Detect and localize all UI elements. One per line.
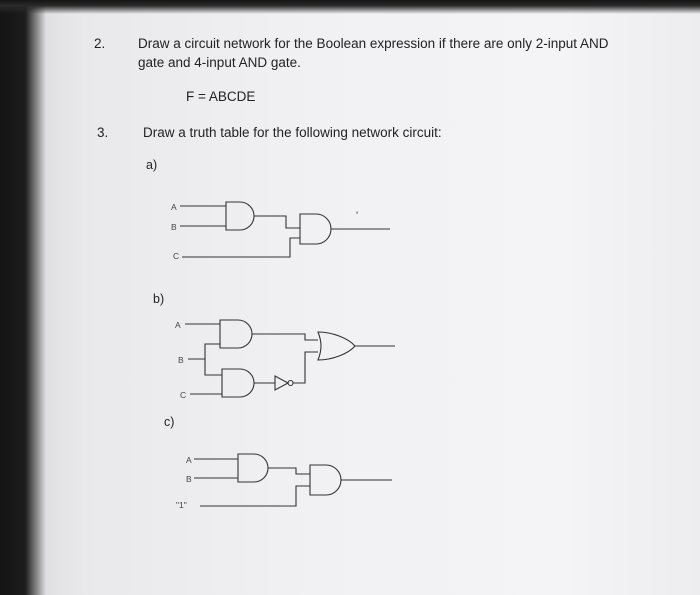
circuit-b-wire-b-top <box>188 344 220 359</box>
circuit-b-and-gate-2 <box>222 369 254 397</box>
circuit-a-mark: ' <box>356 210 359 222</box>
circuit-c-wire-gate1-out <box>268 468 310 474</box>
circuit-b-and-gate-1 <box>220 320 252 348</box>
circuit-c-and-gate-2 <box>310 465 341 495</box>
question-2-text-line1: Draw a circuit network for the Boolean expression if there are only 2-input AND <box>138 36 609 51</box>
question-2-number: 2. <box>94 36 106 51</box>
circuit-b-wire-gate1-out <box>252 334 318 340</box>
circuit-a-and-gate-2 <box>300 214 331 244</box>
circuit-a <box>180 202 390 257</box>
circuit-c-input-1: "1" <box>176 500 187 510</box>
circuit-a-and-gate-1 <box>226 202 254 230</box>
circuit-b-wire-b-bottom <box>205 359 222 375</box>
circuit-c-input-a: A <box>186 455 192 465</box>
circuit-a-wire-gate1-out <box>254 216 300 228</box>
circuit-a-input-a: A <box>171 202 177 212</box>
question-3-number: 3. <box>97 125 109 140</box>
circuit-b-wire-not-out <box>293 352 318 383</box>
circuit-c-label: c) <box>164 415 175 429</box>
question-2-text-line2: gate and 4-input AND gate. <box>138 55 301 70</box>
circuit-c <box>194 454 392 506</box>
circuit-b <box>185 320 395 397</box>
circuit-a-input-b: B <box>171 222 177 232</box>
circuit-b-or-gate <box>318 332 355 360</box>
circuit-c-wire-1 <box>200 486 310 506</box>
circuit-a-label: a) <box>146 158 158 172</box>
circuit-b-not-gate <box>275 376 288 390</box>
circuit-b-input-b: B <box>178 355 184 365</box>
circuit-b-input-a: A <box>175 320 181 330</box>
circuit-b-label: b) <box>153 292 165 306</box>
question-3-text: Draw a truth table for the following network circuit: <box>143 125 442 140</box>
circuit-b-input-c: C <box>180 390 187 400</box>
circuit-a-input-c: C <box>173 251 180 261</box>
circuit-a-wire-c <box>182 238 300 257</box>
boolean-expression: F = ABCDE <box>186 89 256 104</box>
circuit-c-and-gate-1 <box>238 454 268 482</box>
circuit-c-input-b: B <box>186 474 192 484</box>
